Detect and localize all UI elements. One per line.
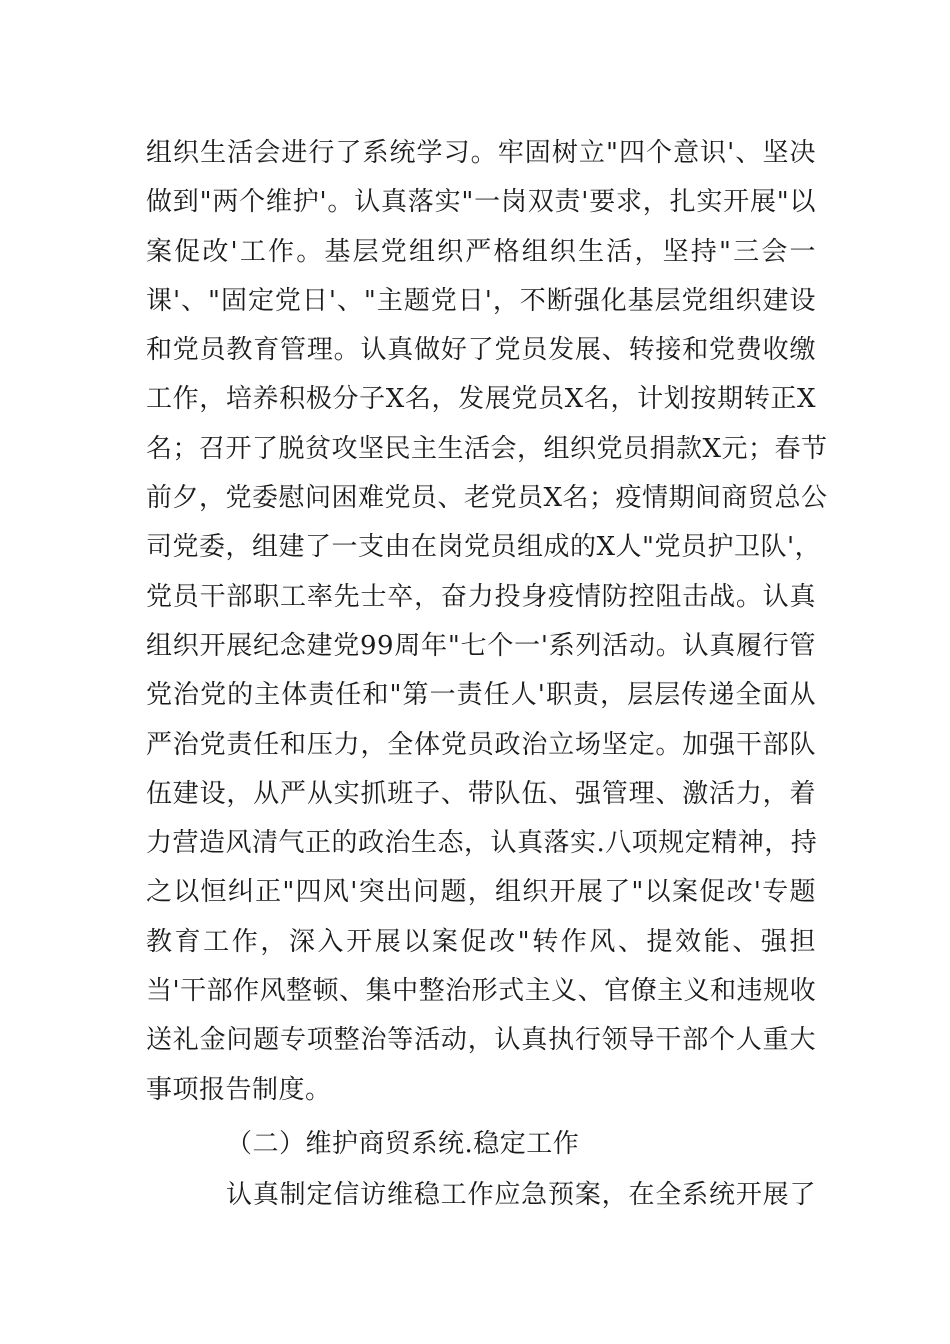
paragraph-line: 认真制定信访维稳工作应急预案，在全系统开展了 xyxy=(226,1180,816,1211)
paragraph-line: 严治党责任和压力，全体党员政治立场坚定。加强干部队 xyxy=(146,729,816,760)
paragraph-line: 之以恒纠正"四风'突出问题，组织开展了"以案促改'专题 xyxy=(146,877,816,908)
paragraph-line: 司党委，组建了一支由在岗党员组成的X人"党员护卫队'， xyxy=(146,532,822,563)
paragraph-line: 组织开展纪念建党99周年"七个一'系列活动。认真履行管 xyxy=(146,630,816,661)
section-heading: （二）维护商贸系统.稳定工作 xyxy=(226,1128,580,1159)
paragraph-line: 案促改'工作。基层党组织严格组织生活，坚持"三会一 xyxy=(146,236,816,267)
paragraph-line: 党员干部职工率先士卒，奋力投身疫情防控阻击战。认真 xyxy=(146,581,816,612)
document-body xyxy=(146,129,828,1221)
paragraph-line: 事项报告制度。 xyxy=(146,1074,332,1105)
paragraph-line: 教育工作，深入开展以案促改"转作风、提效能、强担 xyxy=(146,926,816,957)
paragraph-line: 和党员教育管理。认真做好了党员发展、转接和党费收缴 xyxy=(146,335,816,366)
paragraph-line: 党治党的主体责任和"第一责任人'职责，层层传递全面从 xyxy=(146,680,816,711)
paragraph-line: 前夕，党委慰问困难党员、老党员X名；疫情期间商贸总公 xyxy=(146,483,828,514)
paragraph-line: 伍建设，从严从实抓班子、带队伍、强管理、激活力，着 xyxy=(146,778,816,809)
paragraph-line: 工作，培养积极分子X名，发展党员X名，计划按期转正X xyxy=(146,384,816,415)
paragraph-line: 当'干部作风整顿、集中整治形式主义、官僚主义和违规收 xyxy=(146,976,817,1007)
paragraph-line: 课'、"固定党日'、"主题党日'，不断强化基层党组织建设 xyxy=(146,285,816,316)
paragraph-line: 组织生活会进行了系统学习。牢固树立"四个意识'、坚决 xyxy=(146,138,816,168)
paragraph-line: 送礼金问题专项整治等活动，认真执行领导干部个人重大 xyxy=(146,1025,816,1056)
paragraph-line: 力营造风清气正的政治生态，认真落实.八项规定精神，持 xyxy=(146,828,818,859)
paragraph-line: 名；召开了脱贫攻坚民主生活会，组织党员捐款X元；春节 xyxy=(146,433,828,464)
paragraph-line: 做到"两个维护'。认真落实"一岗双责'要求，扎实开展"以 xyxy=(146,187,816,218)
